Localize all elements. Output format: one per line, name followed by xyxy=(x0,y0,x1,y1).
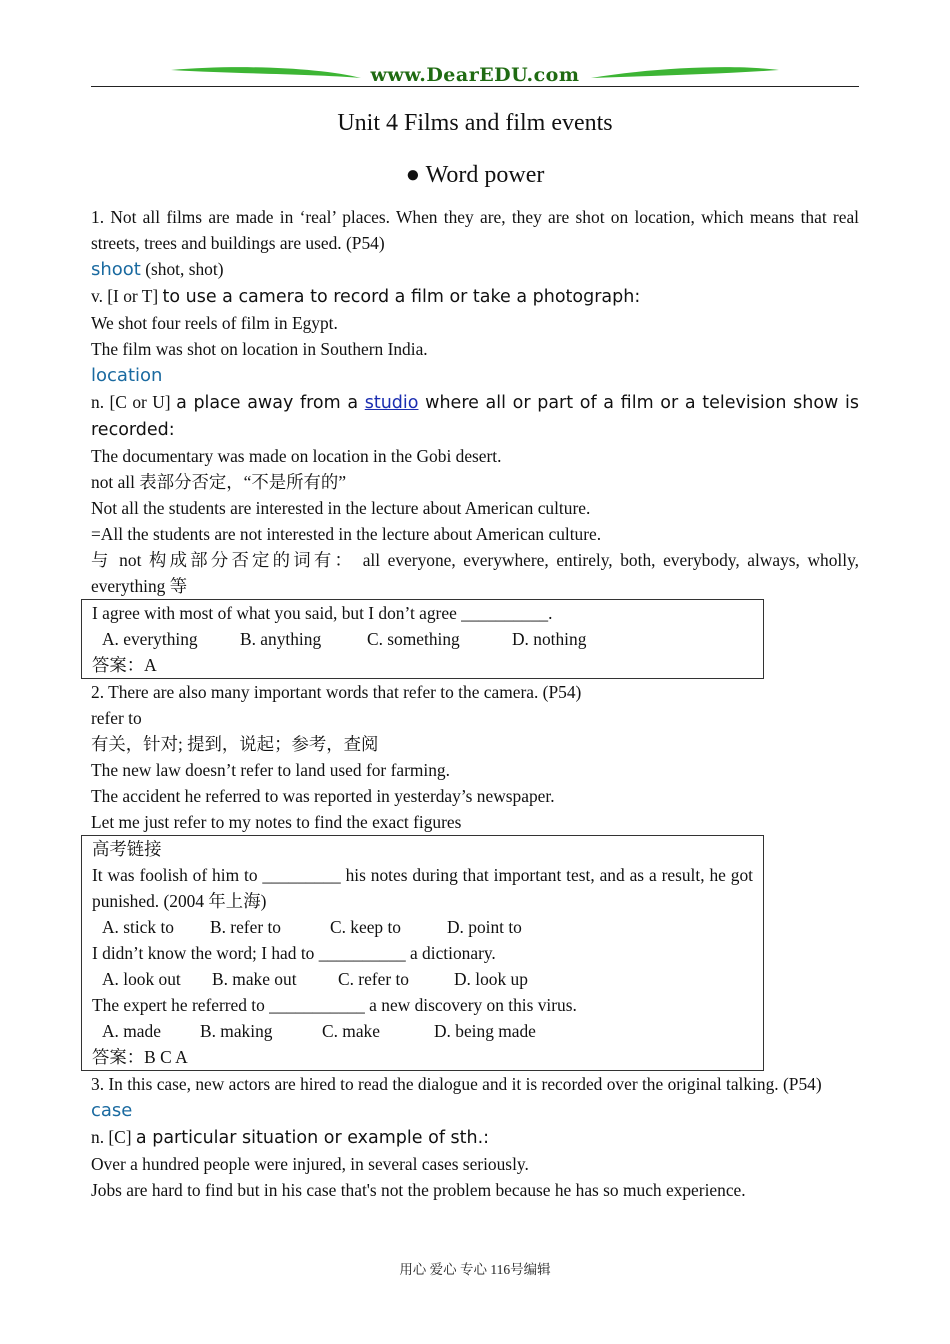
grammar-note: not all 表部分否定，“不是所有的” xyxy=(91,472,347,492)
keyword-shoot: shoot xyxy=(91,259,141,280)
option-d: D. point to xyxy=(447,917,522,937)
option-a: A. everything xyxy=(102,629,198,649)
entry-location xyxy=(91,362,859,389)
pos-tag: n. [C] xyxy=(91,1127,136,1147)
exercise-question: I agree with most of what you said, but I don’t agree __________. xyxy=(92,603,553,623)
option-a: A. look out xyxy=(102,969,181,989)
phrase-meaning: 有关，针对; 提到，说起；参考，查阅 xyxy=(91,734,379,754)
entry-shoot xyxy=(91,256,859,283)
example-sentence: The documentary was made on location in the Gobi desert. xyxy=(91,446,502,466)
option-b: B. anything xyxy=(240,629,322,649)
exercise-question: The expert he referred to ___________ a new discovery on this virus. xyxy=(92,995,577,1015)
shoot-definition xyxy=(91,283,859,310)
option-c: C. refer to xyxy=(338,969,409,989)
option-d: D. look up xyxy=(454,969,528,989)
phrase-refer-to: refer to xyxy=(91,708,142,728)
option-b: B. making xyxy=(200,1021,273,1041)
pos-tag: n. [C or U] xyxy=(91,392,177,412)
location-definition xyxy=(91,389,859,443)
definition-text: where all or part of a film or a television show is recorded: xyxy=(91,393,859,440)
option-c: C. keep to xyxy=(330,917,401,937)
exercise-options xyxy=(92,626,753,652)
site-logo-text[interactable]: www.DearEDU.com xyxy=(370,64,580,86)
option-d: D. being made xyxy=(434,1021,536,1041)
page-title: Unit 4 Films and film events xyxy=(337,110,613,136)
example-sentence: Jobs are hard to find but in his case that's not the problem because he has so much experience. xyxy=(91,1180,746,1200)
definition-text: to use a camera to record a film or take a photograph: xyxy=(162,287,641,307)
page-footer: 用心 爱心 专心 116号编辑 xyxy=(399,1262,551,1277)
example-sentence: The new law doesn’t refer to land used for farming. xyxy=(91,760,450,780)
section-heading: ● Word power xyxy=(405,162,545,188)
option-a: A. stick to xyxy=(102,917,174,937)
section-2-sentence: 2. There are also many important words that refer to the camera. (P54) xyxy=(91,682,582,702)
exercise-box-1 xyxy=(81,599,764,679)
header-rule xyxy=(91,86,859,87)
definition-text: a place away from a xyxy=(176,393,365,413)
section-1-sentence: 1. Not all films are made in ‘real’ places. When they are, they are shot on location, which means that real streets, trees and buildings are used. (P54) xyxy=(91,207,859,253)
option-b: B. refer to xyxy=(210,917,281,937)
exercise-question: It was foolish of him to _________ his notes during that important test, and as a result, he got punished. (2004 年上海) xyxy=(92,865,753,911)
studio-link[interactable]: studio xyxy=(364,393,419,413)
option-d: D. nothing xyxy=(512,629,587,649)
example-sentence: The film was shot on location in Southern India. xyxy=(91,339,428,359)
exercise-answer: 答案：B C A xyxy=(92,1047,188,1067)
exercise-box-2 xyxy=(81,835,764,1071)
option-c: C. something xyxy=(367,629,460,649)
pos-tag: v. [I or T] xyxy=(91,286,163,306)
example-sentence: We shot four reels of film in Egypt. xyxy=(91,313,338,333)
exam-link-heading: 高考链接 xyxy=(92,839,162,859)
exercise-answer: 答案：A xyxy=(92,655,157,675)
example-sentence: Over a hundred people were injured, in several cases seriously. xyxy=(91,1154,529,1174)
document-body xyxy=(91,204,859,1203)
grammar-note: 与 not 构成部分否定的词有： all everyone, everywhere, entirely, both, everybody, always, wholly, everything 等 xyxy=(91,550,859,596)
exercise-options xyxy=(92,914,753,940)
example-sentence: The accident he referred to was reported in yesterday’s newspaper. xyxy=(91,786,555,806)
option-b: B. make out xyxy=(212,969,297,989)
example-sentence: Let me just refer to my notes to find the exact figures xyxy=(91,812,462,832)
keyword-case: case xyxy=(91,1100,133,1121)
example-sentence: Not all the students are interested in the lecture about American culture. xyxy=(91,498,591,518)
exercise-options xyxy=(92,966,753,992)
site-header xyxy=(91,62,859,88)
definition-text: a particular situation or example of sth.: xyxy=(135,1128,490,1148)
option-c: C. make xyxy=(322,1021,380,1041)
entry-case xyxy=(91,1097,859,1124)
keyword-location: location xyxy=(91,365,163,386)
section-3-sentence: 3. In this case, new actors are hired to read the dialogue and it is recorded over the original talking. (P54) xyxy=(91,1074,822,1094)
case-definition xyxy=(91,1124,859,1151)
exercise-question: I didn’t know the word; I had to __________ a dictionary. xyxy=(92,943,496,963)
example-sentence: =All the students are not interested in the lecture about American culture. xyxy=(91,524,602,544)
option-a: A. made xyxy=(102,1021,161,1041)
exercise-options xyxy=(92,1018,753,1044)
shoot-forms: (shot, shot) xyxy=(140,259,224,279)
